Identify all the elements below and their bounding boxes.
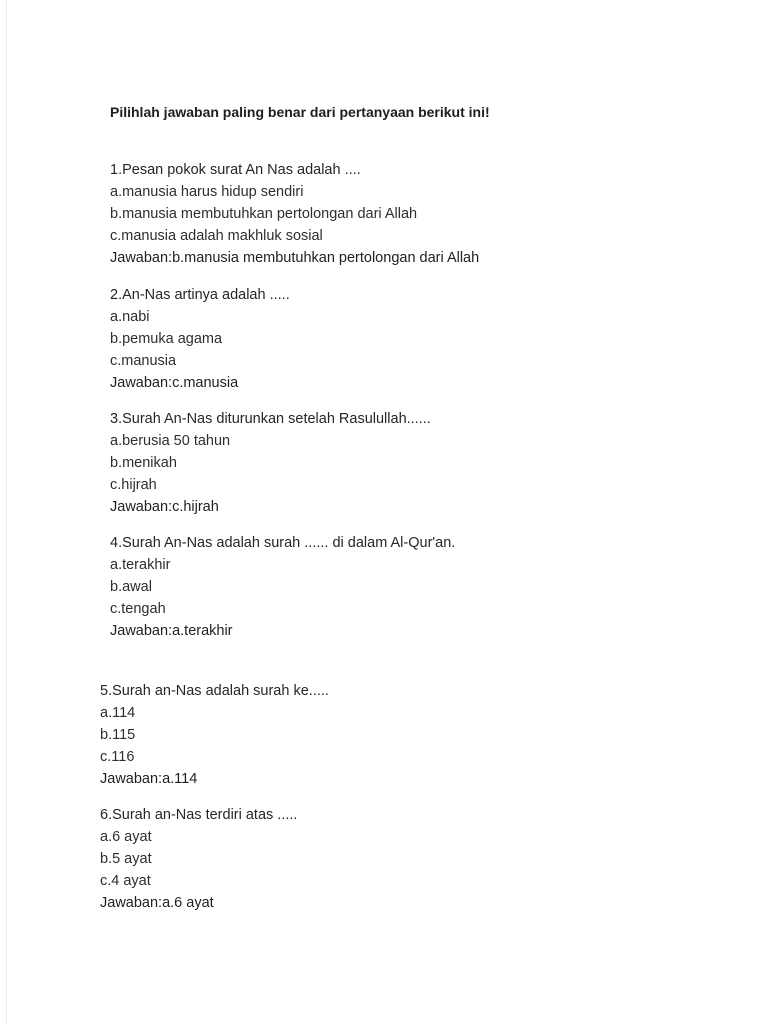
- option-c: c.manusia: [110, 353, 177, 369]
- question-text: 3.Surah An-Nas diturunkan setelah Rasulullah......: [110, 411, 431, 427]
- answer-line: Jawaban:a.114: [100, 771, 198, 787]
- option-a: a.114: [100, 705, 136, 721]
- question-3: [110, 408, 431, 518]
- question-6: [100, 804, 297, 914]
- question-text: 5.Surah an-Nas adalah surah ke.....: [100, 683, 329, 699]
- answer-line: Jawaban:b.manusia membutuhkan pertolongan dari Allah: [110, 250, 480, 266]
- option-c: c.tengah: [110, 601, 166, 617]
- answer-line: Jawaban:a.terakhir: [110, 623, 233, 639]
- option-b: b.manusia membutuhkan pertolongan dari Allah: [110, 206, 418, 222]
- option-c: c.116: [100, 749, 135, 765]
- option-b: b.menikah: [110, 455, 177, 471]
- question-text: 1.Pesan pokok surat An Nas adalah ....: [110, 162, 361, 178]
- option-a: a.terakhir: [110, 557, 171, 573]
- option-c: c.manusia adalah makhluk sosial: [110, 228, 323, 244]
- option-a: a.berusia 50 tahun: [110, 433, 231, 449]
- option-b: b.awal: [110, 579, 152, 595]
- question-text: 2.An-Nas artinya adalah .....: [110, 287, 290, 303]
- option-b: b.5 ayat: [100, 851, 152, 867]
- question-5: [100, 680, 329, 790]
- answer-line: Jawaban:c.hijrah: [110, 499, 219, 515]
- answer-line: Jawaban:a.6 ayat: [100, 895, 214, 911]
- option-a: a.manusia harus hidup sendiri: [110, 184, 304, 200]
- option-b: b.pemuka agama: [110, 331, 223, 347]
- option-a: a.nabi: [110, 309, 150, 325]
- option-c: c.hijrah: [110, 477, 157, 493]
- option-c: c.4 ayat: [100, 873, 151, 889]
- question-1: [110, 159, 479, 269]
- question-4: [110, 532, 455, 642]
- question-text: 4.Surah An-Nas adalah surah ...... di dalam Al-Qur'an.: [110, 535, 456, 551]
- question-2: [110, 284, 290, 394]
- instruction-heading: Pilihlah jawaban paling benar dari pertanyaan berikut ini!: [110, 104, 490, 120]
- option-b: b.115: [100, 727, 136, 743]
- question-text: 6.Surah an-Nas terdiri atas .....: [100, 807, 298, 823]
- option-a: a.6 ayat: [100, 829, 152, 845]
- page-edge-divider: [6, 0, 7, 1024]
- answer-line: Jawaban:c.manusia: [110, 375, 239, 391]
